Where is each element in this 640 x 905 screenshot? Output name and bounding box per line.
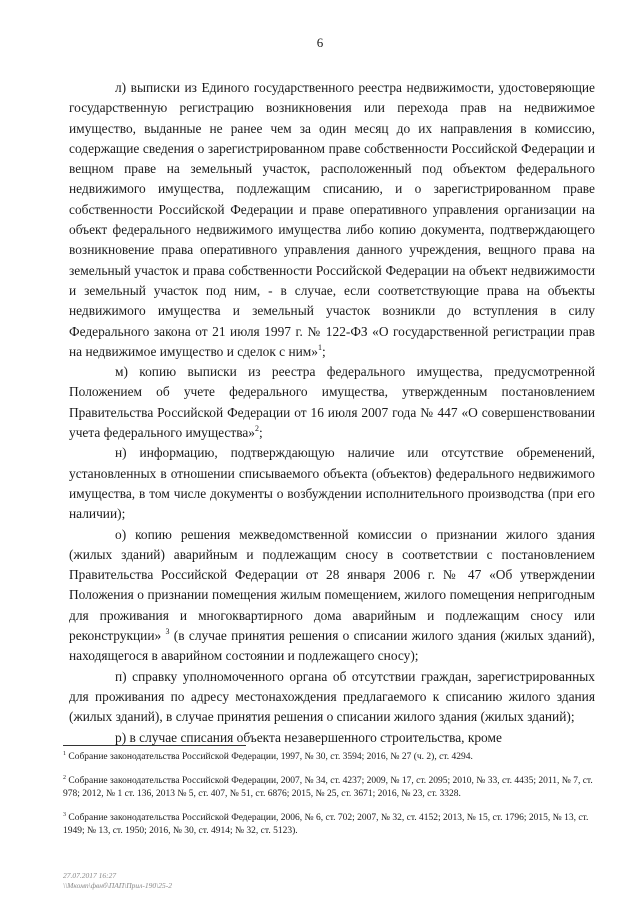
footnote-text: Собрание законодательства Российской Федерации, 1997, № 30, ст. 3594; 2016, № 27 (ч. 2), ст. 4294. [68,752,473,762]
stamp-filepath: \\Мкомп\фвнб\ПАП\Прил-190\25-2 [63,881,172,890]
paragraph-p [69,667,595,728]
paragraph-tail: ; [259,425,263,441]
document-stamp [63,871,172,891]
paragraph-tail: ; [321,343,326,359]
paragraph-tail: (в случае принятия решения о списании жилого здания (жилых зданий), находящегося в аварийном состоянии и подлежащего сносу); [69,628,595,664]
paragraph-l [69,78,595,362]
footnote-ref: 2 [255,424,259,434]
footnote-number: 3 [63,811,66,818]
body-text [69,78,595,748]
footnote-ref: 3 [165,627,170,637]
page-number: 6 [316,35,324,50]
paragraph-text: н) информацию, подтверждающую наличие или отсутствие обременений, установленных в отношении списываемого объекта (объектов) федерального недвижимого имущества, в том числе документы о возбуждении исполнительного производства (при его наличии); [69,445,595,522]
footnote-divider [63,745,246,746]
footnote-2 [63,775,597,802]
paragraph-n [69,443,595,524]
footnote-3 [63,812,597,839]
paragraph-text: м) копию выписки из реестра федерального имущества, предусмотренной Положением об учете федерального имущества, утвержденным постановлением Правительства Российской Федерации от 16 июля 2007 года № 447 «О совершенствовании учета федерального имущества» [69,364,595,441]
footnote-number: 2 [63,774,66,781]
paragraph-text: п) справку уполномоченного органа об отсутствии граждан, зарегистрированных для проживания по адресу местонахождения предлагаемого к списанию жилого здания (жилых зданий), в случае принятия решения о списании жилого здания (жилых зданий); [69,668,595,725]
paragraph-o [69,525,595,667]
footnote-text: Собрание законодательства Российской Федерации, 2007, № 34, ст. 4237; 2009, № 17, ст. 2095; 2010, № 33, ст. 4435; 2011, № 7, ст. 978; 2012, № 1 ст. 136, 2013 № 5, ст. 407, № 51, ст. 6876; 2015, № 25, ст. 3671; 2016, № 23, ст. 3328. [63,775,593,799]
footnotes [63,751,597,849]
paragraph-m [69,362,595,443]
footnote-text: Собрание законодательства Российской Федерации, 2006, № 6, ст. 702; 2007, № 32, ст. 4152; 2013, № 15, ст. 1796; 2015, № 13, ст. 1949; № 13, ст. 1950; 2016, № 30, ст. 4914; № 32, ст. 5123). [63,812,589,836]
stamp-timestamp: 27.07.2017 16:27 [63,871,117,880]
footnote-1 [63,751,597,765]
paragraph-text: л) выписки из Единого государственного реестра недвижимости, удостоверяющие государственную регистрацию возникновения или перехода прав на недвижимое имущество, выданные не ранее чем за один месяц до их направления в комиссию, содержащие сведения о зарегистрированном праве собственности Российской Федерации и вещном праве на земельный участок, расположенный под объектом федерального недвижимого имущества, подлежащим списанию, и о зарегистрированном праве собственности Российской Федерации и праве оперативного управления организации на объект федерального недвижимого имущества либо копию документа, подтверждающего возникновение права оперативного управления данного учреждения, вещного права на земельный участок и права собственности Российской Федерации на объект недвижимости и земельный участок под ним, - в случае, если соответствующие права на объекты недвижимого имущества и земельный участок возникли до вступления в силу Федерального закона от 21 июля 1997 г. № 122-ФЗ «О государственной регистрации прав на недвижимое имущество и сделок с ним» [69,80,595,359]
paragraph-text: р) в случае списания объекта незавершенного строительства, кроме [115,729,502,745]
footnote-ref: 1 [317,342,322,352]
footnote-number: 1 [63,751,66,757]
paragraph-text: о) копию решения межведомственной комиссии о признании жилого здания (жилых зданий) аварийным и подлежащим сносу в соответствии с постановлением Правительства Российской Федерации от 28 января 2006 г. № 47 «Об утверждении Положения о признании помещения жилым помещением, жилого помещения непригодным для проживания и многоквартирного дома аварийным и подлежащим сносу или реконструкции» [69,526,595,644]
